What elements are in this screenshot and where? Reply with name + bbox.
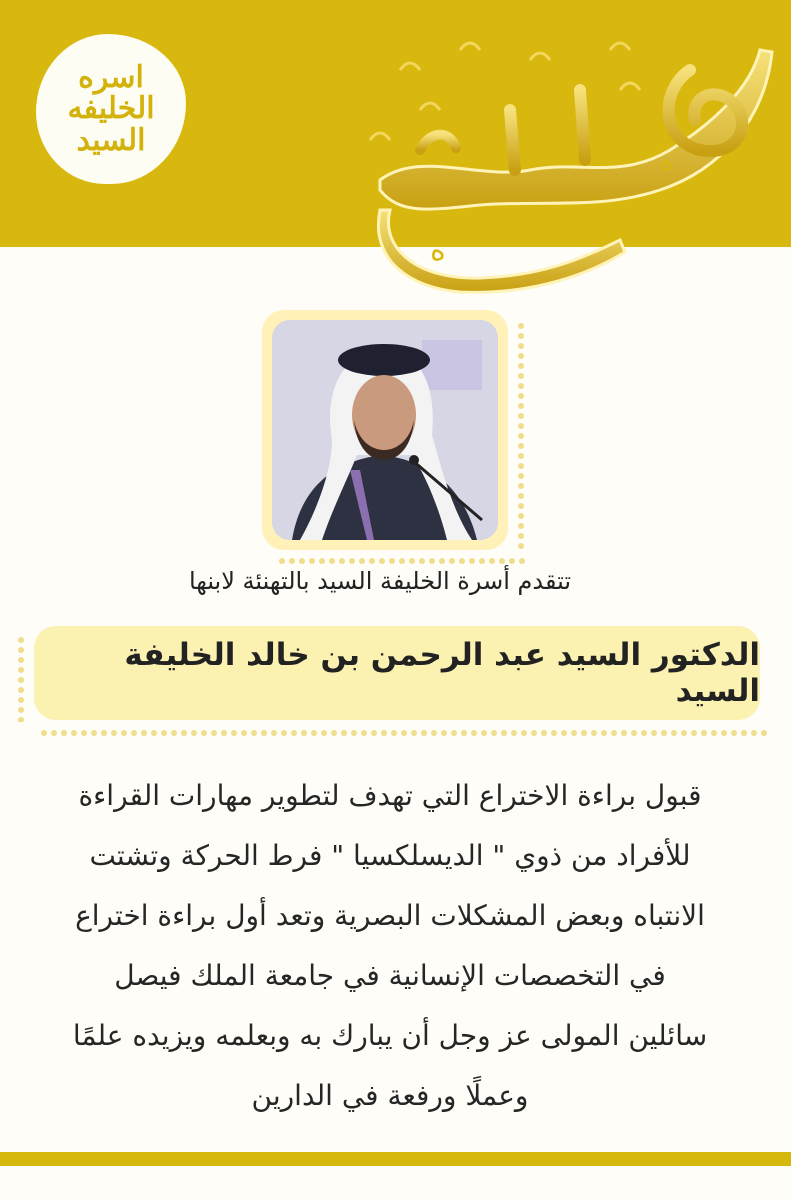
dot [591, 730, 597, 736]
dot [681, 730, 687, 736]
dot [518, 363, 524, 369]
dot [349, 558, 355, 564]
dot [701, 730, 707, 736]
dot [661, 730, 667, 736]
dot [371, 730, 377, 736]
dot [101, 730, 107, 736]
honoree-name-box [34, 626, 760, 720]
dot [518, 443, 524, 449]
dot [761, 730, 767, 736]
dot [311, 730, 317, 736]
dot [431, 730, 437, 736]
dot [309, 558, 315, 564]
dot [459, 558, 465, 564]
dotted-border-photo-bottom [278, 556, 526, 566]
dot [518, 523, 524, 529]
dot [281, 730, 287, 736]
honoree-name: الدكتور السيد عبد الرحمن بن خالد الخليفة السيد [124, 637, 760, 709]
body-line-6: وعملًا ورفعة في الدارين [251, 1079, 529, 1112]
dot [241, 730, 247, 736]
dot [518, 493, 524, 499]
dot [541, 730, 547, 736]
dot [721, 730, 727, 736]
dot [518, 343, 524, 349]
dot [299, 558, 305, 564]
dot [449, 558, 455, 564]
dot [351, 730, 357, 736]
dot [611, 730, 617, 736]
dot [509, 558, 515, 564]
dot [71, 730, 77, 736]
dot [518, 383, 524, 389]
dot [751, 730, 757, 736]
dot [319, 558, 325, 564]
portrait-photo [272, 320, 498, 540]
dot [518, 323, 524, 329]
dot [439, 558, 445, 564]
dot [518, 403, 524, 409]
dot [601, 730, 607, 736]
dot [531, 730, 537, 736]
photo-frame [262, 310, 508, 550]
dot [479, 558, 485, 564]
svg-text:ه: ه [430, 233, 446, 268]
dot [421, 730, 427, 736]
dot [581, 730, 587, 736]
dot [359, 558, 365, 564]
dot [121, 730, 127, 736]
dot [201, 730, 207, 736]
dot [551, 730, 557, 736]
dot [691, 730, 697, 736]
dot [379, 558, 385, 564]
dot [451, 730, 457, 736]
dot [221, 730, 227, 736]
dot [518, 433, 524, 439]
dot [111, 730, 117, 736]
dot [561, 730, 567, 736]
dot [518, 373, 524, 379]
dot [518, 543, 524, 549]
dot [471, 730, 477, 736]
dot [161, 730, 167, 736]
dot [409, 558, 415, 564]
dot [491, 730, 497, 736]
body-line-4: في التخصصات الإنسانية في جامعة الملك فيصل [114, 959, 666, 992]
dot [518, 533, 524, 539]
dot [518, 333, 524, 339]
intro-text: تتقدم أسرة الخليفة السيد بالتهنئة لابنها [188, 567, 572, 595]
dot [501, 730, 507, 736]
dot [521, 730, 527, 736]
dot [291, 730, 297, 736]
dot [339, 558, 345, 564]
dot [18, 647, 24, 653]
dot [518, 503, 524, 509]
dot [61, 730, 67, 736]
dot [18, 667, 24, 673]
dot [411, 730, 417, 736]
dot [279, 558, 285, 564]
dot [331, 730, 337, 736]
dot [511, 730, 517, 736]
dot [671, 730, 677, 736]
dot [18, 717, 24, 722]
dot [369, 558, 375, 564]
dot [419, 558, 425, 564]
dot [621, 730, 627, 736]
dot [289, 558, 295, 564]
dot [518, 473, 524, 479]
dot [711, 730, 717, 736]
dot [641, 730, 647, 736]
dot [91, 730, 97, 736]
dot [399, 558, 405, 564]
dot [518, 463, 524, 469]
dot [401, 730, 407, 736]
logo-line-2: الخليفه [67, 91, 155, 127]
dot [489, 558, 495, 564]
dot [518, 483, 524, 489]
dot [231, 730, 237, 736]
dot [131, 730, 137, 736]
dot [18, 687, 24, 693]
logo-line-1: اسره [78, 59, 144, 95]
dot [741, 730, 747, 736]
dot [518, 513, 524, 519]
dot [261, 730, 267, 736]
dot [518, 353, 524, 359]
dot [341, 730, 347, 736]
dot [651, 730, 657, 736]
dot [211, 730, 217, 736]
body-line-2: للأفراد من ذوي " الديسلكسيا " فرط الحركة وتشتت [89, 839, 691, 872]
dot [461, 730, 467, 736]
dot [18, 637, 24, 643]
dot [469, 558, 475, 564]
svg-text:ه: ه [660, 147, 674, 177]
body-line-5: سائلين المولى عز وجل أن يبارك به وبعلمه ويزيده علمًا [72, 1019, 708, 1052]
logo-line-3: السيد [76, 122, 146, 158]
body-line-3: الانتباه وبعض المشكلات البصرية وتعد أول براءة اختراع [75, 899, 705, 932]
dot [181, 730, 187, 736]
dot [321, 730, 327, 736]
portrait-illustration [272, 320, 498, 540]
dotted-border-left [16, 636, 26, 722]
dot [631, 730, 637, 736]
dot [18, 657, 24, 663]
dot [518, 393, 524, 399]
congratulations-calligraphy [360, 30, 780, 300]
dot [141, 730, 147, 736]
dot [389, 558, 395, 564]
dot [41, 730, 47, 736]
dot [251, 730, 257, 736]
dot [301, 730, 307, 736]
dot [171, 730, 177, 736]
dotted-border-right [516, 322, 526, 550]
footer-band [0, 1152, 791, 1166]
dot [518, 413, 524, 419]
dotted-border-bottom [40, 728, 770, 738]
dot [361, 730, 367, 736]
dot [191, 730, 197, 736]
dot [151, 730, 157, 736]
dot [329, 558, 335, 564]
dot [518, 423, 524, 429]
dot [518, 453, 524, 459]
dot [519, 558, 525, 564]
dot [271, 730, 277, 736]
dot [429, 558, 435, 564]
dot [18, 697, 24, 703]
dot [571, 730, 577, 736]
dot [81, 730, 87, 736]
dot [381, 730, 387, 736]
dot [51, 730, 57, 736]
dot [481, 730, 487, 736]
dot [441, 730, 447, 736]
dot [499, 558, 505, 564]
dot [18, 707, 24, 713]
body-paragraph [40, 766, 740, 1126]
dot [731, 730, 737, 736]
dot [18, 677, 24, 683]
body-line-1: قبول براءة الاختراع التي تهدف لتطوير مهارات القراءة [78, 779, 702, 812]
dot [391, 730, 397, 736]
